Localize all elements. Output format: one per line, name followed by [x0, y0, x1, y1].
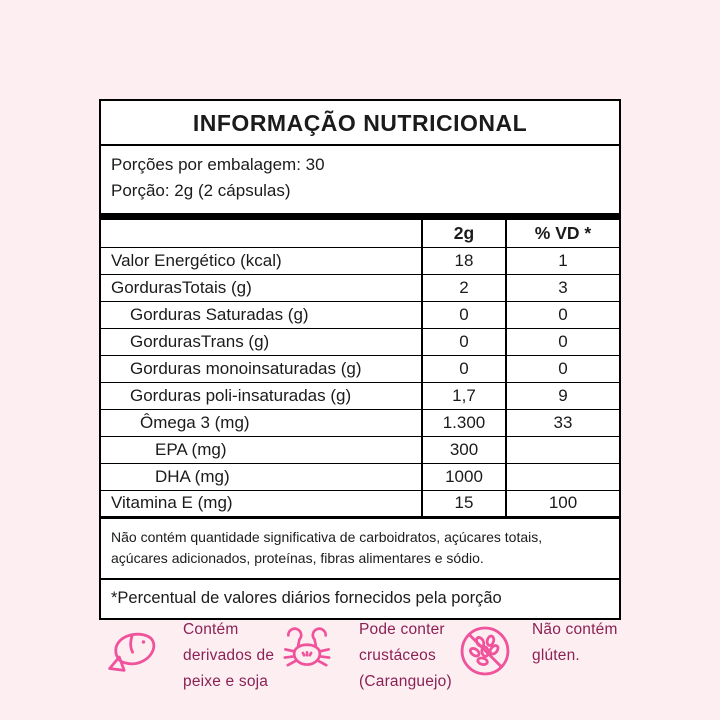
table-row: [101, 490, 619, 517]
table-row: [101, 274, 619, 301]
table-row: [101, 382, 619, 409]
portion-size: Porção: 2g (2 cápsulas): [111, 181, 291, 200]
allergen-gluten-free: [456, 617, 644, 680]
nutrient-amount: 0: [422, 301, 506, 328]
nutrient-name: DHA (mg): [101, 463, 422, 490]
nutrient-amount: 1.300: [422, 409, 506, 436]
nutrient-name: GordurasTotais (g): [101, 274, 422, 301]
table-row: [101, 355, 619, 382]
table-row: [101, 463, 619, 490]
nutrient-vd: 33: [506, 409, 619, 436]
header-nutrient: [101, 220, 422, 247]
nutrient-vd: 9: [506, 382, 619, 409]
header-vd: % VD *: [506, 220, 619, 247]
portion-info: [101, 146, 619, 220]
nutrient-vd: 1: [506, 247, 619, 274]
nutrient-name: Valor Energético (kcal): [101, 247, 422, 274]
nutrient-name: Ômega 3 (mg): [101, 409, 422, 436]
nutrient-vd: 0: [506, 301, 619, 328]
nutrient-vd: 3: [506, 274, 619, 301]
nutrient-vd: 100: [506, 490, 619, 517]
table-row: [101, 247, 619, 274]
nutrient-amount: 2: [422, 274, 506, 301]
table-row: [101, 301, 619, 328]
nutrition-table: [101, 220, 619, 519]
nutrient-amount: 1,7: [422, 382, 506, 409]
allergen-label: Não contém glúten.: [532, 621, 618, 664]
nutrient-name: Gorduras poli-insaturadas (g): [101, 382, 422, 409]
table-row: [101, 436, 619, 463]
servings-per-package: Porções por embalagem: 30: [111, 155, 325, 174]
nutrient-amount: 0: [422, 355, 506, 382]
nutrient-amount: 0: [422, 328, 506, 355]
nutrient-name: Gorduras monoinsaturadas (g): [101, 355, 422, 382]
nutrient-vd: [506, 463, 619, 490]
nutrition-label: [99, 99, 621, 620]
crab-icon: [279, 622, 337, 680]
no-gluten-icon: [456, 622, 514, 680]
nutrient-name: Gorduras Saturadas (g): [101, 301, 422, 328]
label-title: INFORMAÇÃO NUTRICIONAL: [101, 101, 619, 146]
fish-icon: [103, 622, 161, 680]
table-row: [101, 409, 619, 436]
nutrient-amount: 300: [422, 436, 506, 463]
nutrient-name: GordurasTrans (g): [101, 328, 422, 355]
table-header-row: [101, 220, 619, 247]
table-row: [101, 328, 619, 355]
daily-value-footnote: *Percentual de valores diários fornecidos pela porção: [111, 588, 502, 607]
nutrient-name: EPA (mg): [101, 436, 422, 463]
no-significant-note: [101, 519, 619, 580]
allergen-label: Contém derivados de peixe e soja: [183, 621, 275, 690]
nutrient-amount: 18: [422, 247, 506, 274]
allergen-crustaceans: [279, 617, 471, 695]
nutrient-vd: 0: [506, 355, 619, 382]
nutrient-vd: 0: [506, 328, 619, 355]
nutrient-vd: [506, 436, 619, 463]
nutrient-amount: 1000: [422, 463, 506, 490]
allergen-label: Pode conter crustáceos (Caranguejo): [359, 621, 452, 690]
allergen-fish-soy: [103, 617, 295, 695]
header-amount: 2g: [422, 220, 506, 247]
nutrient-amount: 15: [422, 490, 506, 517]
nutrient-name: Vitamina E (mg): [101, 490, 422, 517]
no-significant-note-text: Não contém quantidade significativa de carboidratos, açúcares totais, açúcares adicionados, proteínas, fibras alimentares e sódio.: [111, 528, 543, 566]
